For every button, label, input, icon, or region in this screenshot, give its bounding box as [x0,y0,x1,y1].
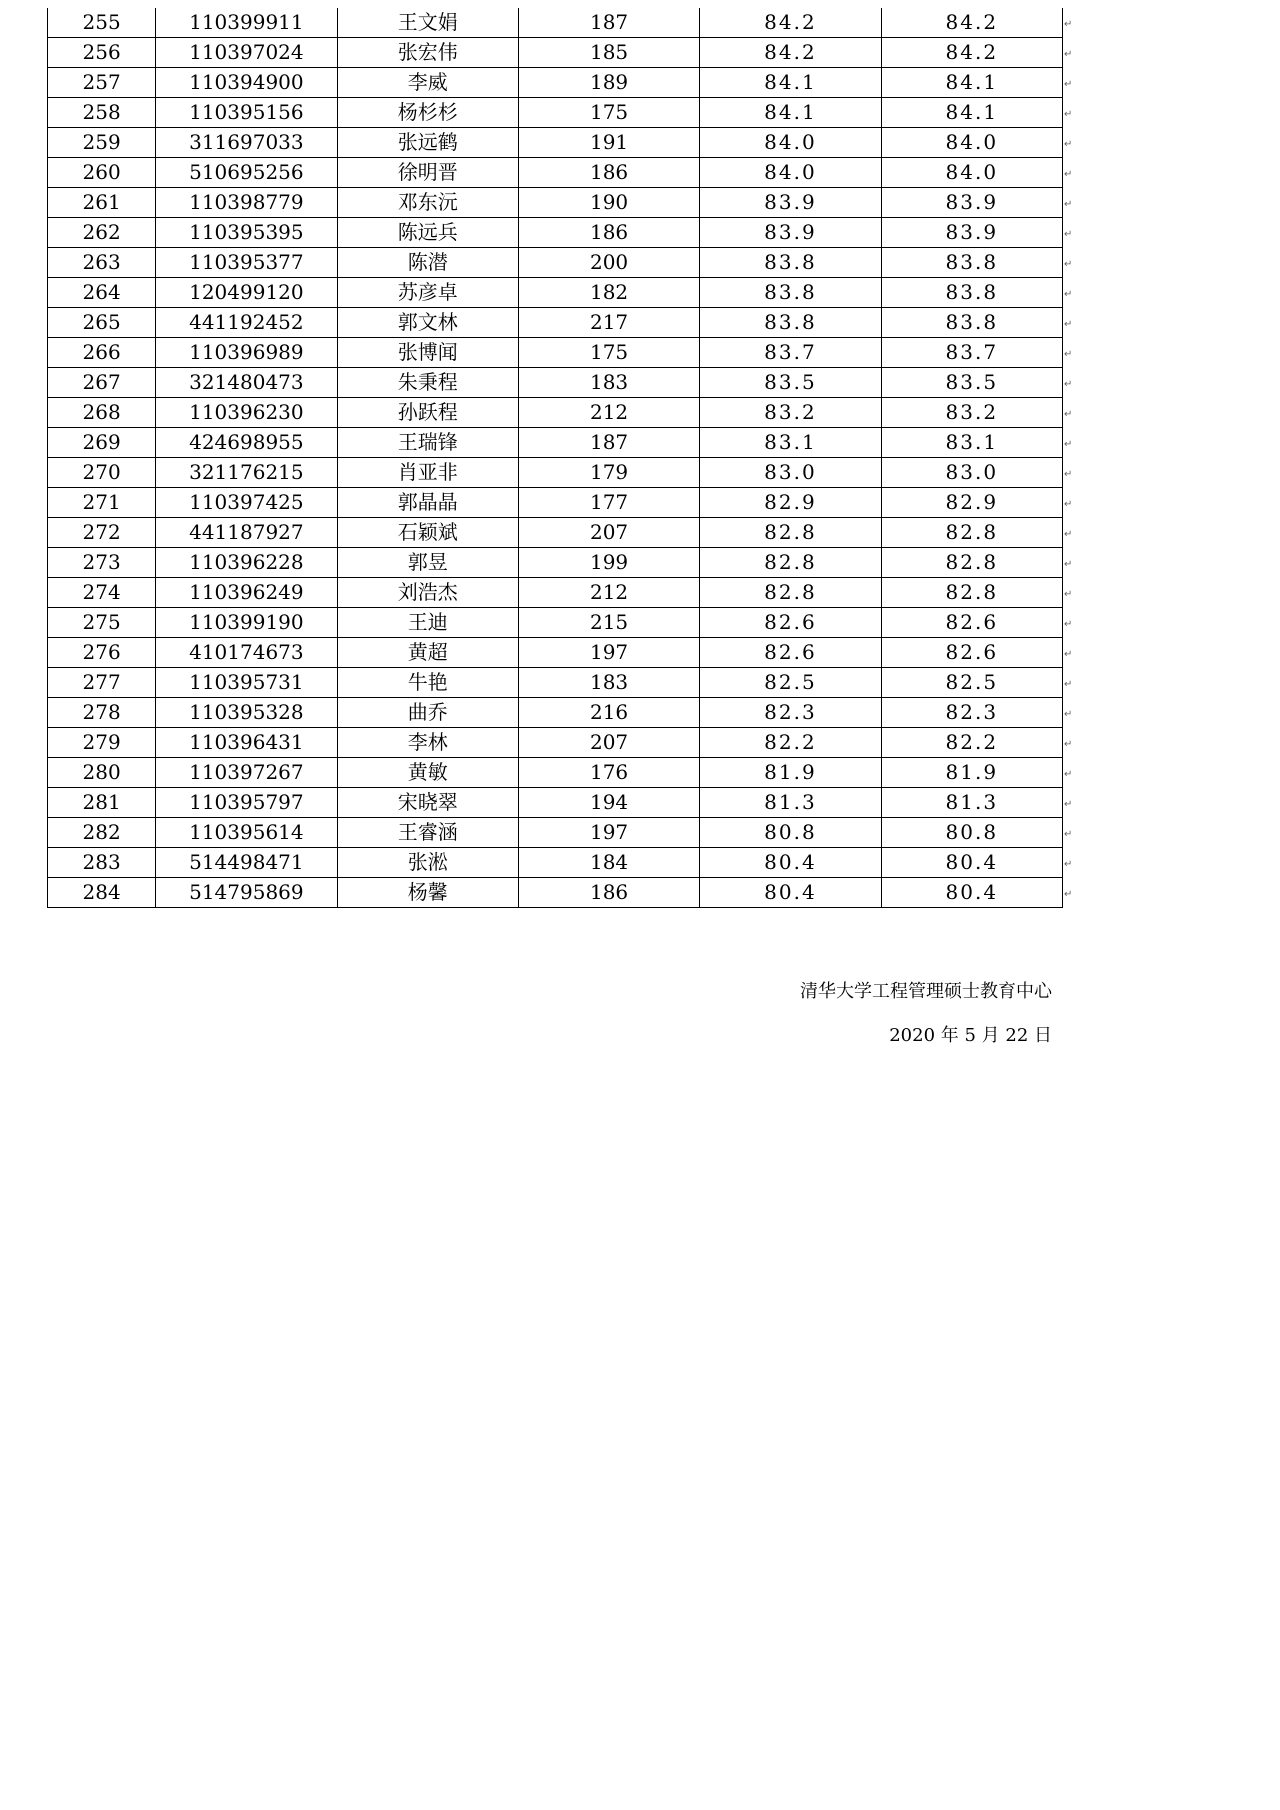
paragraph-mark-icon: ↵ [1064,619,1073,630]
final-score-cell: 84.0 [881,128,1062,158]
final-score-cell: 83.7 [881,338,1062,368]
score-cell: 82.2 [700,728,881,758]
candidate-id-cell: 321176215 [156,458,337,488]
rank-cell: 262 [48,218,156,248]
candidate-id-cell: 110396989 [156,338,337,368]
total-score-cell: 183 [518,368,699,398]
paragraph-mark-icon: ↵ [1064,439,1073,450]
name-cell: 王迪 [337,608,518,638]
rank-cell: 269 [48,428,156,458]
total-score-cell: 177 [518,488,699,518]
rank-cell: 281 [48,788,156,818]
total-score-cell: 217 [518,308,699,338]
table-row [48,398,1063,428]
candidate-id-cell: 441192452 [156,308,337,338]
score-cell: 83.9 [700,188,881,218]
rank-cell: 273 [48,548,156,578]
rank-cell: 258 [48,98,156,128]
candidate-id-cell: 110397024 [156,38,337,68]
total-score-cell: 179 [518,458,699,488]
rank-cell: 270 [48,458,156,488]
paragraph-mark-icon: ↵ [1064,19,1073,30]
total-score-cell: 197 [518,818,699,848]
total-score-cell: 207 [518,518,699,548]
final-score-cell: 82.3 [881,698,1062,728]
final-score-cell: 82.9 [881,488,1062,518]
score-cell: 82.3 [700,698,881,728]
name-cell: 黄敏 [337,758,518,788]
candidate-id-cell: 441187927 [156,518,337,548]
name-cell: 郭文林 [337,308,518,338]
candidate-id-cell: 110396249 [156,578,337,608]
table-row [48,278,1063,308]
rank-cell: 257 [48,68,156,98]
table-row [48,878,1063,908]
final-score-cell: 80.4 [881,848,1062,878]
name-cell: 郭晶晶 [337,488,518,518]
rank-cell: 284 [48,878,156,908]
name-cell: 张远鹤 [337,128,518,158]
name-cell: 肖亚非 [337,458,518,488]
rank-cell: 280 [48,758,156,788]
score-cell: 83.7 [700,338,881,368]
table-row [48,188,1063,218]
score-cell: 83.2 [700,398,881,428]
candidate-id-cell: 110395156 [156,98,337,128]
paragraph-mark-icon: ↵ [1064,589,1073,600]
candidate-id-cell: 410174673 [156,638,337,668]
candidate-id-cell: 110395395 [156,218,337,248]
final-score-cell: 83.8 [881,308,1062,338]
paragraph-mark-icon: ↵ [1064,559,1073,570]
total-score-cell: 176 [518,758,699,788]
name-cell: 张宏伟 [337,38,518,68]
table-row [48,38,1063,68]
paragraph-mark-icon: ↵ [1064,769,1073,780]
name-cell: 牛艳 [337,668,518,698]
paragraph-mark-icon: ↵ [1064,289,1073,300]
score-cell: 82.5 [700,668,881,698]
rank-cell: 277 [48,668,156,698]
total-score-cell: 184 [518,848,699,878]
rank-cell: 271 [48,488,156,518]
table-row [48,758,1063,788]
name-cell: 苏彦卓 [337,278,518,308]
total-score-cell: 212 [518,398,699,428]
final-score-cell: 82.2 [881,728,1062,758]
table-row [48,728,1063,758]
score-table [47,8,1063,908]
total-score-cell: 186 [518,218,699,248]
table-row [48,578,1063,608]
paragraph-mark-icon: ↵ [1064,109,1073,120]
score-cell: 83.0 [700,458,881,488]
table-row [48,608,1063,638]
rank-cell: 267 [48,368,156,398]
rank-cell: 256 [48,38,156,68]
final-score-cell: 80.8 [881,818,1062,848]
table-row [48,548,1063,578]
score-cell: 81.3 [700,788,881,818]
score-cell: 83.1 [700,428,881,458]
final-score-cell: 84.1 [881,68,1062,98]
rank-cell: 268 [48,398,156,428]
candidate-id-cell: 514498471 [156,848,337,878]
table-row [48,308,1063,338]
table-row [48,128,1063,158]
score-cell: 82.6 [700,608,881,638]
table-row [48,368,1063,398]
score-cell: 84.1 [700,68,881,98]
candidate-id-cell: 110396228 [156,548,337,578]
candidate-id-cell: 110397425 [156,488,337,518]
paragraph-mark-icon: ↵ [1064,259,1073,270]
name-cell: 曲乔 [337,698,518,728]
total-score-cell: 207 [518,728,699,758]
paragraph-mark-icon: ↵ [1064,529,1073,540]
paragraph-mark-icon: ↵ [1064,499,1073,510]
final-score-cell: 83.1 [881,428,1062,458]
total-score-cell: 187 [518,428,699,458]
name-cell: 李威 [337,68,518,98]
candidate-id-cell: 110394900 [156,68,337,98]
footer-date: 2020 年 5 月 22 日 [889,1025,1052,1046]
name-cell: 石颖斌 [337,518,518,548]
final-score-cell: 84.2 [881,38,1062,68]
total-score-cell: 190 [518,188,699,218]
score-cell: 83.8 [700,248,881,278]
table-row [48,698,1063,728]
candidate-id-cell: 110399190 [156,608,337,638]
name-cell: 王睿涵 [337,818,518,848]
rank-cell: 264 [48,278,156,308]
rank-cell: 279 [48,728,156,758]
candidate-id-cell: 120499120 [156,278,337,308]
rank-cell: 259 [48,128,156,158]
table-row [48,848,1063,878]
total-score-cell: 212 [518,578,699,608]
footer-organization: 清华大学工程管理硕士教育中心 [800,981,1052,1002]
table-row [48,338,1063,368]
candidate-id-cell: 110395328 [156,698,337,728]
name-cell: 陈潜 [337,248,518,278]
paragraph-mark-icon: ↵ [1064,199,1073,210]
table-row [48,428,1063,458]
final-score-cell: 83.9 [881,188,1062,218]
final-score-cell: 82.6 [881,608,1062,638]
candidate-id-cell: 110398779 [156,188,337,218]
paragraph-mark-icon: ↵ [1064,709,1073,720]
name-cell: 朱秉程 [337,368,518,398]
candidate-id-cell: 110396431 [156,728,337,758]
rank-cell: 265 [48,308,156,338]
rank-cell: 260 [48,158,156,188]
score-cell: 82.6 [700,638,881,668]
table-row [48,518,1063,548]
rank-cell: 272 [48,518,156,548]
rank-cell: 276 [48,638,156,668]
final-score-cell: 82.6 [881,638,1062,668]
table-row [48,218,1063,248]
score-cell: 83.5 [700,368,881,398]
score-cell: 84.2 [700,8,881,38]
candidate-id-cell: 514795869 [156,878,337,908]
paragraph-mark-icon: ↵ [1064,379,1073,390]
score-cell: 84.1 [700,98,881,128]
table-row [48,68,1063,98]
final-score-cell: 83.8 [881,278,1062,308]
name-cell: 黄超 [337,638,518,668]
score-cell: 80.8 [700,818,881,848]
paragraph-mark-icon: ↵ [1064,799,1073,810]
rank-cell: 266 [48,338,156,368]
table-row [48,818,1063,848]
total-score-cell: 175 [518,338,699,368]
total-score-cell: 200 [518,248,699,278]
score-cell: 82.8 [700,518,881,548]
score-cell: 83.8 [700,308,881,338]
name-cell: 孙跃程 [337,398,518,428]
rank-cell: 283 [48,848,156,878]
name-cell: 王瑞锋 [337,428,518,458]
total-score-cell: 186 [518,158,699,188]
final-score-cell: 80.4 [881,878,1062,908]
paragraph-mark-icon: ↵ [1064,169,1073,180]
paragraph-mark-icon: ↵ [1064,349,1073,360]
rank-cell: 274 [48,578,156,608]
final-score-cell: 83.8 [881,248,1062,278]
name-cell: 李林 [337,728,518,758]
score-cell: 80.4 [700,878,881,908]
paragraph-mark-icon: ↵ [1064,739,1073,750]
table-row [48,458,1063,488]
total-score-cell: 182 [518,278,699,308]
paragraph-mark-icon: ↵ [1064,139,1073,150]
table-row [48,8,1063,38]
paragraph-mark-icon: ↵ [1064,319,1073,330]
name-cell: 徐明晋 [337,158,518,188]
candidate-id-cell: 110395377 [156,248,337,278]
name-cell: 刘浩杰 [337,578,518,608]
name-cell: 王文娟 [337,8,518,38]
final-score-cell: 83.9 [881,218,1062,248]
rank-cell: 282 [48,818,156,848]
paragraph-mark-icon: ↵ [1064,79,1073,90]
paragraph-mark-icon: ↵ [1064,229,1073,240]
candidate-id-cell: 424698955 [156,428,337,458]
score-cell: 82.9 [700,488,881,518]
candidate-id-cell: 110395731 [156,668,337,698]
final-score-cell: 84.2 [881,8,1062,38]
final-score-cell: 83.0 [881,458,1062,488]
score-cell: 83.8 [700,278,881,308]
table-row [48,638,1063,668]
name-cell: 杨杉杉 [337,98,518,128]
final-score-cell: 83.5 [881,368,1062,398]
table-row [48,98,1063,128]
final-score-cell: 84.0 [881,158,1062,188]
total-score-cell: 175 [518,98,699,128]
score-cell: 84.0 [700,158,881,188]
name-cell: 张淞 [337,848,518,878]
total-score-cell: 183 [518,668,699,698]
final-score-cell: 81.3 [881,788,1062,818]
candidate-id-cell: 110396230 [156,398,337,428]
table-row [48,248,1063,278]
rank-cell: 275 [48,608,156,638]
name-cell: 陈远兵 [337,218,518,248]
paragraph-mark-icon: ↵ [1064,649,1073,660]
rank-cell: 261 [48,188,156,218]
name-cell: 杨馨 [337,878,518,908]
paragraph-mark-icon: ↵ [1064,409,1073,420]
candidate-id-cell: 311697033 [156,128,337,158]
total-score-cell: 197 [518,638,699,668]
score-cell: 80.4 [700,848,881,878]
final-score-cell: 82.8 [881,518,1062,548]
rank-cell: 263 [48,248,156,278]
total-score-cell: 191 [518,128,699,158]
total-score-cell: 187 [518,8,699,38]
candidate-id-cell: 110397267 [156,758,337,788]
name-cell: 宋晓翠 [337,788,518,818]
table-row [48,488,1063,518]
total-score-cell: 186 [518,878,699,908]
score-cell: 82.8 [700,578,881,608]
final-score-cell: 84.1 [881,98,1062,128]
table-row [48,668,1063,698]
final-score-cell: 83.2 [881,398,1062,428]
table-body [48,8,1063,908]
total-score-cell: 216 [518,698,699,728]
score-cell: 84.2 [700,38,881,68]
paragraph-mark-icon: ↵ [1064,49,1073,60]
score-cell: 83.9 [700,218,881,248]
score-cell: 84.0 [700,128,881,158]
name-cell: 张博闻 [337,338,518,368]
paragraph-mark-icon: ↵ [1064,829,1073,840]
total-score-cell: 189 [518,68,699,98]
final-score-cell: 82.8 [881,578,1062,608]
total-score-cell: 194 [518,788,699,818]
candidate-id-cell: 110399911 [156,8,337,38]
candidate-id-cell: 110395797 [156,788,337,818]
paragraph-mark-icon: ↵ [1064,679,1073,690]
final-score-cell: 81.9 [881,758,1062,788]
name-cell: 邓东沅 [337,188,518,218]
paragraph-mark-icon: ↵ [1064,469,1073,480]
total-score-cell: 215 [518,608,699,638]
name-cell: 郭昱 [337,548,518,578]
table-row [48,158,1063,188]
paragraph-mark-icon: ↵ [1064,859,1073,870]
total-score-cell: 199 [518,548,699,578]
final-score-cell: 82.8 [881,548,1062,578]
table-row [48,788,1063,818]
score-cell: 81.9 [700,758,881,788]
paragraph-mark-icon: ↵ [1064,889,1073,900]
total-score-cell: 185 [518,38,699,68]
score-cell: 82.8 [700,548,881,578]
final-score-cell: 82.5 [881,668,1062,698]
candidate-id-cell: 110395614 [156,818,337,848]
rank-cell: 278 [48,698,156,728]
candidate-id-cell: 321480473 [156,368,337,398]
candidate-id-cell: 510695256 [156,158,337,188]
rank-cell: 255 [48,8,156,38]
